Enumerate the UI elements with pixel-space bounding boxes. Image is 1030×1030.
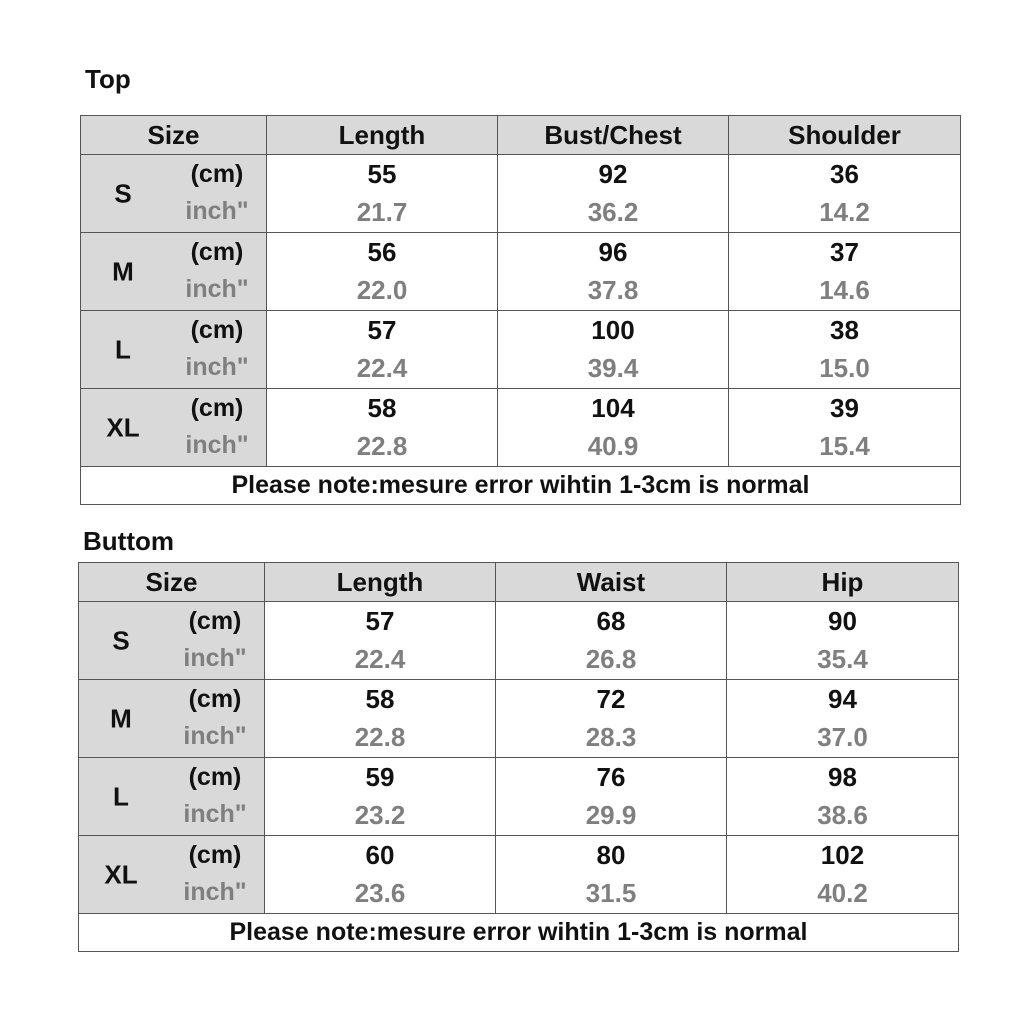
top-section-title: Top bbox=[85, 64, 131, 94]
unit-inch-label: inch" bbox=[185, 275, 249, 303]
header-size: Size bbox=[79, 563, 265, 602]
inch-value: 23.6 bbox=[354, 878, 406, 908]
unit-cm-label: (cm) bbox=[188, 607, 242, 635]
unit-cm-label: (cm) bbox=[188, 763, 242, 791]
bottom-section-title: Buttom bbox=[83, 526, 174, 556]
waist-cell bbox=[496, 680, 727, 758]
table-header-row bbox=[79, 563, 959, 602]
size-label: M bbox=[110, 703, 132, 733]
waist-cell bbox=[496, 758, 727, 836]
header-waist: Waist bbox=[496, 563, 727, 602]
inch-value: 22.4 bbox=[356, 353, 408, 383]
length-cell bbox=[267, 233, 498, 311]
inch-value: 39.4 bbox=[587, 353, 639, 383]
unit-cm-label: (cm) bbox=[188, 685, 242, 713]
table-row bbox=[79, 602, 959, 680]
table-row bbox=[81, 389, 961, 467]
hip-cell bbox=[727, 758, 959, 836]
cm-value: 55 bbox=[367, 159, 397, 189]
top-size-table bbox=[80, 115, 961, 505]
cm-value: 72 bbox=[596, 684, 626, 714]
unit-inch-label: inch" bbox=[183, 644, 247, 672]
cm-value: 59 bbox=[365, 762, 395, 792]
unit-cm-label: (cm) bbox=[190, 238, 244, 266]
note-row bbox=[81, 467, 961, 505]
cm-value: 92 bbox=[598, 159, 628, 189]
cm-value: 96 bbox=[598, 237, 628, 267]
shoulder-cell bbox=[729, 389, 961, 467]
size-cell bbox=[79, 680, 265, 758]
inch-value: 22.8 bbox=[356, 431, 408, 461]
unit-inch-label: inch" bbox=[183, 878, 247, 906]
header-length: Length bbox=[265, 563, 496, 602]
inch-value: 38.6 bbox=[817, 800, 868, 830]
inch-value: 40.9 bbox=[587, 431, 639, 461]
size-cell bbox=[81, 233, 267, 311]
shoulder-cell bbox=[729, 155, 961, 233]
hip-cell bbox=[727, 602, 959, 680]
unit-inch-label: inch" bbox=[183, 722, 247, 750]
cm-value: 58 bbox=[365, 684, 395, 714]
inch-value: 35.4 bbox=[817, 644, 868, 674]
unit-cm-label: (cm) bbox=[190, 160, 244, 188]
inch-value: 31.5 bbox=[585, 878, 637, 908]
table-row bbox=[81, 155, 961, 233]
cm-value: 36 bbox=[830, 159, 859, 189]
length-cell bbox=[265, 680, 496, 758]
size-label: XL bbox=[106, 412, 140, 442]
unit-inch-label: inch" bbox=[185, 431, 249, 459]
header-hip: Hip bbox=[727, 563, 959, 602]
length-cell bbox=[267, 389, 498, 467]
table-row bbox=[81, 311, 961, 389]
bust-cell bbox=[498, 155, 729, 233]
waist-cell bbox=[496, 836, 727, 914]
cm-value: 100 bbox=[591, 315, 635, 345]
inch-value: 23.2 bbox=[354, 800, 406, 830]
unit-cm-label: (cm) bbox=[190, 394, 244, 422]
unit-inch-label: inch" bbox=[185, 353, 249, 381]
size-cell bbox=[79, 758, 265, 836]
hip-cell bbox=[727, 680, 959, 758]
size-label: S bbox=[114, 178, 132, 208]
cm-value: 56 bbox=[367, 237, 397, 267]
inch-value: 14.6 bbox=[819, 275, 870, 305]
shoulder-cell bbox=[729, 233, 961, 311]
inch-value: 22.4 bbox=[354, 644, 406, 674]
cm-value: 98 bbox=[828, 762, 857, 792]
header-size: Size bbox=[81, 116, 267, 155]
inch-value: 26.8 bbox=[585, 644, 637, 674]
unit-cm-label: (cm) bbox=[190, 316, 244, 344]
length-cell bbox=[267, 311, 498, 389]
inch-value: 21.7 bbox=[356, 197, 408, 227]
cm-value: 76 bbox=[596, 762, 626, 792]
size-label: M bbox=[112, 256, 134, 286]
size-cell bbox=[81, 311, 267, 389]
cm-value: 90 bbox=[828, 606, 857, 636]
size-label: XL bbox=[104, 859, 138, 889]
cm-value: 58 bbox=[367, 393, 397, 423]
size-cell bbox=[79, 836, 265, 914]
shoulder-cell bbox=[729, 311, 961, 389]
inch-value: 14.2 bbox=[819, 197, 870, 227]
measurement-note: Please note:mesure error wihtin 1-3cm is normal bbox=[79, 914, 959, 952]
cm-value: 37 bbox=[830, 237, 859, 267]
cm-value: 80 bbox=[596, 840, 626, 870]
inch-value: 40.2 bbox=[817, 878, 868, 908]
size-cell bbox=[81, 155, 267, 233]
length-cell bbox=[265, 758, 496, 836]
cm-value: 39 bbox=[830, 393, 859, 423]
inch-value: 22.8 bbox=[354, 722, 406, 752]
cm-value: 104 bbox=[591, 393, 635, 423]
table-row bbox=[79, 836, 959, 914]
cm-value: 38 bbox=[830, 315, 859, 345]
inch-value: 22.0 bbox=[356, 275, 408, 305]
bust-cell bbox=[498, 311, 729, 389]
table-row bbox=[81, 233, 961, 311]
unit-inch-label: inch" bbox=[185, 197, 249, 225]
unit-cm-label: (cm) bbox=[188, 841, 242, 869]
inch-value: 37.0 bbox=[817, 722, 868, 752]
cm-value: 57 bbox=[367, 315, 397, 345]
inch-value: 15.4 bbox=[819, 431, 870, 461]
table-row bbox=[79, 758, 959, 836]
bottom-size-table bbox=[78, 562, 959, 952]
inch-value: 28.3 bbox=[585, 722, 637, 752]
length-cell bbox=[267, 155, 498, 233]
cm-value: 94 bbox=[828, 684, 857, 714]
size-label: L bbox=[113, 781, 129, 811]
size-cell bbox=[81, 389, 267, 467]
table-header-row bbox=[81, 116, 961, 155]
bust-cell bbox=[498, 389, 729, 467]
cm-value: 68 bbox=[596, 606, 626, 636]
size-label: L bbox=[115, 334, 131, 364]
length-cell bbox=[265, 602, 496, 680]
header-shoulder: Shoulder bbox=[729, 116, 961, 155]
table-row bbox=[79, 680, 959, 758]
size-label: S bbox=[112, 625, 130, 655]
length-cell bbox=[265, 836, 496, 914]
size-cell bbox=[79, 602, 265, 680]
measurement-note: Please note:mesure error wihtin 1-3cm is normal bbox=[81, 467, 961, 505]
header-bust-chest: Bust/Chest bbox=[498, 116, 729, 155]
inch-value: 29.9 bbox=[585, 800, 637, 830]
inch-value: 15.0 bbox=[819, 353, 870, 383]
waist-cell bbox=[496, 602, 727, 680]
inch-value: 36.2 bbox=[587, 197, 639, 227]
header-length: Length bbox=[267, 116, 498, 155]
cm-value: 60 bbox=[365, 840, 395, 870]
unit-inch-label: inch" bbox=[183, 800, 247, 828]
cm-value: 57 bbox=[365, 606, 395, 636]
cm-value: 102 bbox=[820, 840, 865, 870]
hip-cell bbox=[727, 836, 959, 914]
note-row bbox=[79, 914, 959, 952]
inch-value: 37.8 bbox=[587, 275, 639, 305]
bust-cell bbox=[498, 233, 729, 311]
